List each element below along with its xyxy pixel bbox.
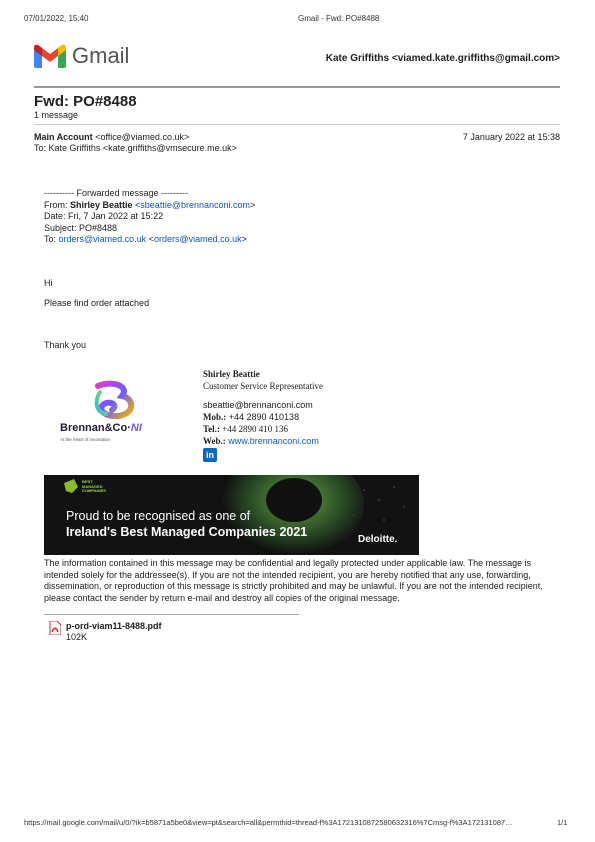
deloitte-logo: Deloitte.: [358, 534, 398, 545]
forwarded-header: ---------- Forwarded message ---------: [44, 188, 188, 198]
sender-email: <office@viamed.co.uk>: [95, 132, 190, 142]
logo-ni: NI: [130, 422, 142, 434]
banner-badge: BEST MANAGED COMPANIES: [82, 479, 106, 493]
message-date: 7 January 2022 at 15:38: [462, 132, 560, 142]
company-logo[interactable]: [60, 380, 170, 455]
body-line: Please find order attached: [44, 298, 150, 308]
signature-mobile: Mob.: +44 2890 410138: [203, 412, 300, 422]
account-user: Kate Griffiths <viamed.kate.griffiths@gmail.com>: [325, 53, 560, 64]
signature-role: Customer Service Representative: [203, 381, 323, 391]
signature-email: sbeattie@brennanconi.com: [203, 400, 313, 410]
message-recipient: To: Kate Griffiths <kate.griffiths@vmsecure.me.uk>: [34, 143, 237, 153]
print-datetime: 07/01/2022, 15:40: [24, 14, 89, 23]
signature-tel: Tel.: +44 2890 410 136: [203, 424, 288, 434]
attachment-size: 102K: [66, 632, 88, 642]
forwarded-to-link[interactable]: orders@viamed.co.uk: [58, 234, 147, 244]
logo-mark-icon: [60, 380, 170, 422]
legal-disclaimer: The information contained in this message may be confidential and legally protected under applicable law. The message is intended solely for the addressee(s). If you are not the intended recipient, you are hereby notified that any use, forwarding, dissemination, or reproduction of this message is strictly prohibited and may be unlawful. If you are not the intended recipient, please contact the sender by return e-mail and destroy all copies of the original message.: [44, 558, 543, 603]
thread-subject: Fwd: PO#8488: [34, 93, 137, 110]
forwarded-subject: Subject: PO#8488: [44, 222, 118, 233]
body-greeting: Hi: [44, 278, 53, 288]
banner-line2: Ireland's Best Managed Companies 2021: [66, 525, 308, 539]
forwarded-block: [44, 188, 255, 246]
gmail-logo-icon[interactable]: [34, 44, 66, 68]
attachment-divider: [44, 614, 299, 615]
forwarded-from: From: Shirley Beattie <sbeattie@brennanconi.com>: [44, 199, 256, 210]
forwarded-to-link-2[interactable]: orders@viamed.co.uk: [153, 234, 242, 244]
forwarded-to: To: orders@viamed.co.uk <orders@viamed.co.uk>: [44, 234, 247, 244]
gmail-wordmark: Gmail: [72, 43, 130, 68]
attachment-link[interactable]: p-ord-viam11-8488.pdf: [66, 621, 162, 631]
logo-name: Brennan&Co·NI: [60, 422, 142, 434]
pdf-icon: [49, 621, 61, 635]
banner-line1: Proud to be recognised as one of: [66, 509, 251, 523]
forwarded-from-email-link[interactable]: sbeattie@brennanconi.com: [140, 199, 250, 210]
print-title: Gmail - Fwd: PO#8488: [298, 14, 380, 23]
forwarded-date: Date: Fri, 7 Jan 2022 at 15:22: [44, 211, 164, 221]
forwarded-from-name: Shirley Beattie: [70, 199, 133, 210]
signature-web-link[interactable]: www.brennanconi.com: [225, 436, 319, 446]
print-page: 1/1: [557, 818, 568, 827]
signature-name: Shirley Beattie: [203, 369, 260, 379]
linkedin-icon[interactable]: in: [203, 448, 217, 462]
logo-tagline: At the heart of innovation: [60, 437, 111, 442]
signature-web: Web.: www.brennanconi.com: [203, 436, 319, 446]
sender: [34, 132, 189, 142]
header-divider: [34, 86, 560, 88]
subject-divider: [34, 124, 560, 125]
body-closing: Thank you: [44, 340, 87, 350]
print-url: https://mail.google.com/mail/u/0/?ik=b5871a5be0&view=pt&search=all&permthid=thread-f%3A1721310872580632316%7Cmsg-f%3A172131087…: [24, 818, 513, 827]
award-banner[interactable]: [44, 475, 419, 555]
sender-name: Main Account: [34, 132, 93, 142]
message-count: 1 message: [34, 110, 79, 120]
